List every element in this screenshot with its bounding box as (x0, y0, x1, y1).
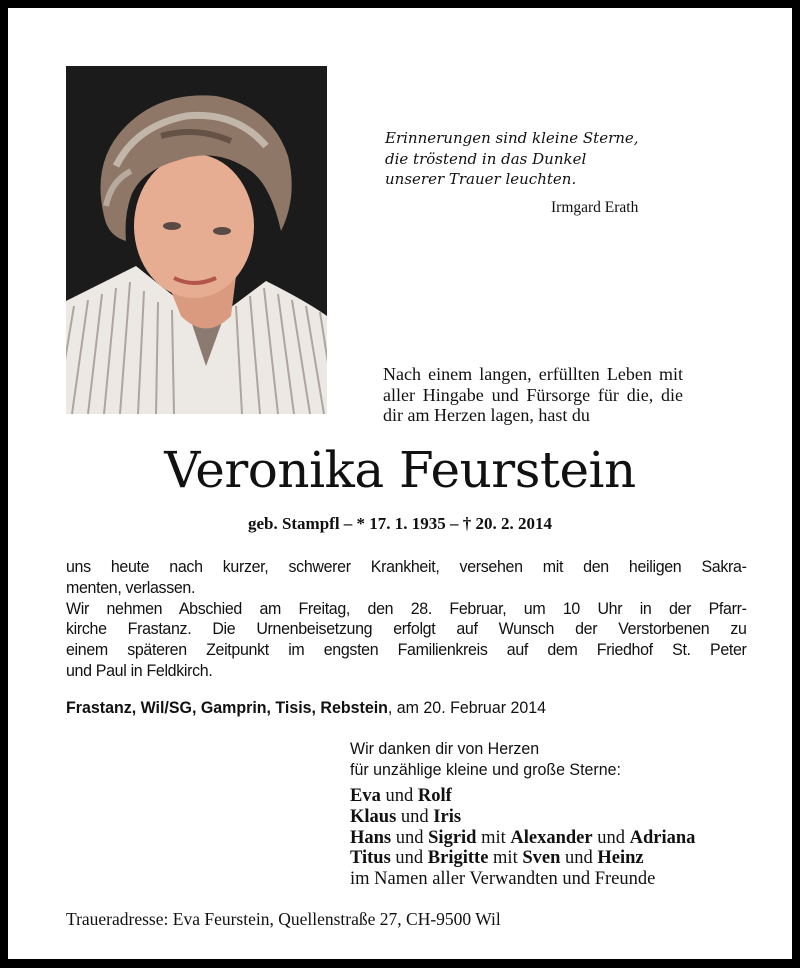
quote-line: unserer Trauer leuchten. (385, 170, 577, 188)
family-member-name: Hans (350, 827, 392, 848)
date: , am 20. Februar 2014 (387, 698, 547, 717)
connector-word: und (390, 848, 428, 869)
family-row (350, 807, 695, 828)
family-member-name: Eva (350, 786, 381, 806)
places: Frastanz, Wil/SG, Gamprin, Tisis, Rebstein (66, 698, 388, 717)
intro-text (383, 364, 683, 426)
thanks-line: für unzählige kleine und große Sterne: (350, 759, 621, 779)
body-line: und Paul in Feldkirch. (66, 660, 213, 680)
family-row (350, 786, 695, 807)
connector-word: mit (488, 848, 523, 869)
body-line: uns heute nach kurzer, schwerer Krankheit, versehen mit den heiligen Sakra- (66, 557, 747, 576)
connector-word: mit (476, 827, 511, 848)
body-line: Wir nehmen Abschied am Freitag, den 28. Februar, um 10 Uhr in der Pfarr- (66, 598, 747, 618)
intro-line: aller Hingabe und Fürsorge für die, die (383, 384, 683, 405)
connector-word: und (592, 827, 630, 848)
thanks-text (350, 739, 621, 780)
connector-word: und (380, 786, 418, 806)
obituary-notice (8, 8, 792, 959)
family-member-name: Adriana (629, 827, 696, 848)
quote-line: die tröstend in das Dunkel (385, 149, 587, 168)
family-member-name: Rolf (417, 786, 452, 806)
connector-word: und (560, 848, 598, 869)
body-line: kirche Frastanz. Die Urnenbeisetzung erfolgt auf Wunsch der Verstorbenen zu (66, 619, 747, 639)
quote-author: Irmgard Erath (551, 199, 639, 216)
family-member-name: Brigitte (427, 848, 489, 869)
intro-line: Nach einem langen, erfüllten Leben mit (383, 364, 683, 384)
family-member-name: Titus (350, 848, 391, 869)
connector-word: und (391, 827, 429, 848)
family-row (350, 828, 695, 849)
family-member-name: Klaus (350, 806, 397, 827)
family-member-name: Alexander (510, 827, 593, 848)
mourning-address: Traueradresse: Eva Feurstein, Quellenstraße 27, CH-9500 Wil (66, 909, 501, 929)
family-closing: im Namen aller Verwandten und Freunde (350, 869, 656, 890)
portrait-photo (66, 66, 327, 414)
announcement-text (66, 557, 747, 682)
body-line: menten, verlassen. (66, 577, 196, 597)
birth-death-dates: geb. Stampfl – * 17. 1. 1935 – † 20. 2. 2014 (247, 514, 553, 533)
family-row (350, 848, 695, 869)
portrait-image (66, 66, 327, 414)
place-and-date (66, 698, 546, 718)
family-mourners (350, 786, 695, 890)
quote-line: Erinnerungen sind kleine Sterne, (385, 129, 639, 147)
family-member-name: Heinz (597, 848, 644, 869)
family-member-name: Sigrid (428, 827, 477, 848)
body-line: einem späteren Zeitpunkt im engsten Familienkreis auf dem Friedhof St. Peter (66, 640, 747, 660)
thanks-line: Wir danken dir von Herzen (350, 739, 540, 758)
deceased-name: Veronika Feurstein (164, 441, 636, 499)
quote-text (385, 128, 705, 190)
intro-line: dir am Herzen lagen, hast du (383, 405, 590, 425)
family-member-name: Sven (522, 848, 561, 869)
family-member-name: Iris (433, 806, 462, 827)
connector-word: und (396, 806, 434, 827)
